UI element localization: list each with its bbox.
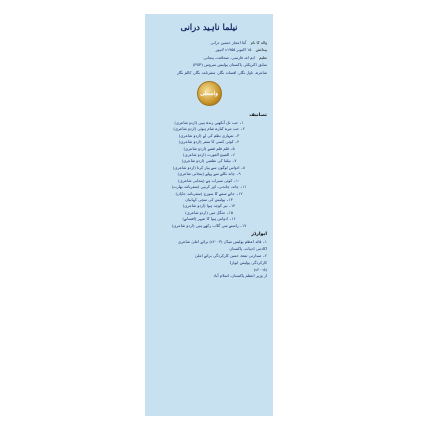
info-row-father — [151, 39, 267, 46]
bio-card — [145, 14, 273, 416]
list-item: ۲۔ جب تیرے کنارے شام ہوئی (اردو شاعری) — [173, 126, 245, 132]
list-item: ۹۔ چاند نکلے سے پہلے (پنجابی شاعری) — [177, 171, 241, 177]
list-item: ۷۔ نیلما کی نظمیں (اردو شاعری) — [181, 158, 237, 164]
list-item: ۱۔ جب تک آنکھیں زندہ ہیں (اردو شاعری) — [174, 120, 244, 126]
list-item: ۱۷۔ راستے میں گلاب رکھے ہیں (اردو شاعری) — [171, 222, 247, 228]
books-heading: تصانیف — [249, 113, 267, 119]
list-item: ۶۔ الصبح العورت (اردو شاعری) — [183, 152, 235, 158]
list-item: اکادمی ادبیات، پاکستان — [229, 245, 267, 251]
awards-heading: ایوارڈز — [251, 231, 267, 237]
info-value: ایم اے، فارسی، صحافت، پنجابی — [203, 54, 255, 60]
info-label: والد کا نام — [250, 40, 267, 45]
list-item: ۱۴۔ تیر کوچہ ہوا (اردو شاعری) — [182, 203, 236, 209]
list-item: ۱۔ قائد اعظم پولیس میڈل (۲۰۰۳ء) برائے اعلیٰ شاعری — [178, 238, 267, 244]
info-block — [151, 39, 267, 76]
list-item: کارکردگی پولیس ایوارڈ — [229, 259, 267, 265]
list-item: ۵۔ قلم قلم قصے (اردو شاعری) — [183, 145, 235, 151]
list-item: ۱۳۔ پولیس کی سچی کہانیاں — [185, 196, 233, 202]
list-item: ۸۔ ادواس لوگوں سے پیار کرنا (اردو شاعری) — [172, 164, 246, 170]
info-label: تعلیم — [258, 54, 267, 60]
list-item: ۱۰۔ کوئی سیراب ہے (پنجابی شاعری) — [178, 177, 240, 183]
info-value: آغا اعجاز حسین درانی — [210, 40, 247, 45]
awards-list — [151, 239, 267, 280]
emblem-label: واسطی — [200, 90, 218, 97]
info-line: شاعرہ، ناول نگار، افسانہ نگار، سفرنامہ نگار، کالم نگار — [176, 69, 267, 75]
list-item: ۱۱۔ چاند، چاندنی، اور کرنیں (سفرنامہ بھارت) — [171, 184, 247, 190]
info-line: سابق ڈائریکٹر، پاکستان پولیس سروس (PSP) — [192, 62, 267, 68]
list-item: ۳۔ تمہاری نظم کی لے (اردو شاعری) — [178, 132, 240, 138]
list-item: از وزیر اعظم پاکستان، اسلام آباد — [213, 273, 267, 279]
books-list — [151, 120, 267, 229]
info-row-birth — [151, 46, 267, 53]
list-item: (۲۰۰۵ء) — [253, 266, 267, 272]
list-item: ۱۵۔ جنگل میں (اردو شاعری) — [185, 209, 233, 215]
list-item: ۲۔ صدارتی تمغۂ حسن کارکردگی برائے اعلیٰ — [194, 252, 267, 258]
list-item: ۴۔ کوئی کسی کا سفر (اردو شاعری) — [178, 139, 240, 145]
info-row-education — [151, 54, 267, 61]
emblem-logo — [197, 81, 222, 106]
info-value: ۱۵ اکتوبر ۱۹۵۵ء لاہور — [215, 47, 252, 53]
info-label: پیدائش — [255, 47, 267, 53]
list-item: ۱۲۔ جاتے سمے کا سورج (سفرنامہ جاپان) — [175, 190, 243, 196]
page-title: نیلما ناہید درانی — [180, 22, 238, 32]
list-item: ۱۶۔ ادواس ہوا کا شہر (افسانے) — [182, 216, 236, 222]
